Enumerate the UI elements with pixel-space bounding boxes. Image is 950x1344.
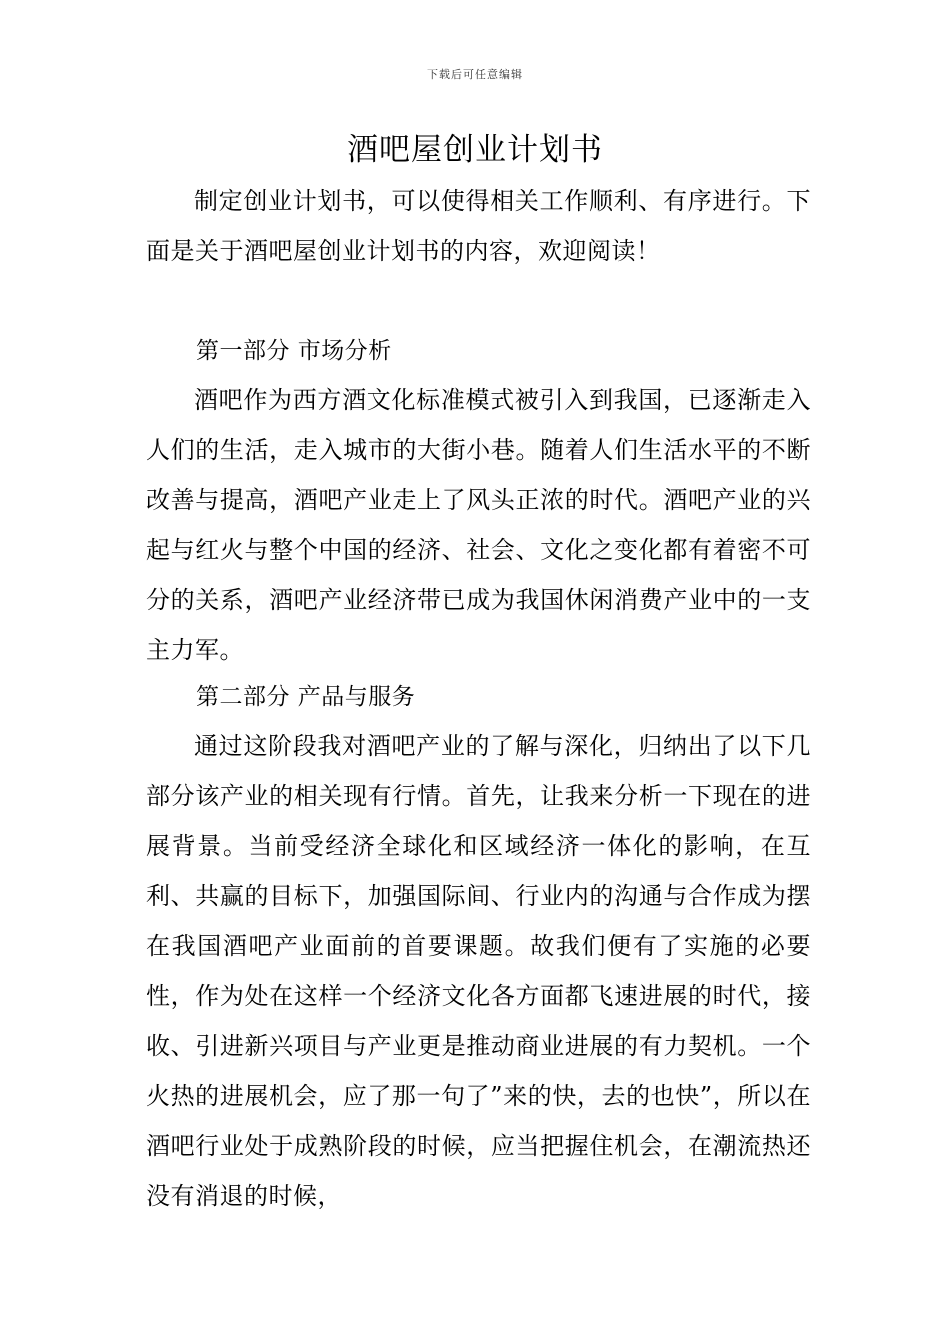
section-2-heading-block [146, 672, 811, 722]
intro-block [146, 176, 811, 276]
intro-paragraph: 制定创业计划书，可以使得相关工作顺利、有序进行。下面是关于酒吧屋创业计划书的内容，欢迎阅读！ [146, 187, 811, 265]
section-2-body [146, 721, 811, 1221]
document-title: 酒吧屋创业计划书 [347, 132, 603, 168]
section-paragraph: 酒吧作为西方酒文化标准模式被引入到我国，已逐渐走入人们的生活，走入城市的大街小巷。随着人们生活水平的不断改善与提高，酒吧产业走上了风头正浓的时代。酒吧产业的兴起与红火与整个中国的经济、社会、文化之变化都有着密不可分的关系，酒吧产业经济带已成为我国休闲消费产业中的一支主力军。 [146, 386, 811, 664]
section-heading: 第一部分 市场分析 [196, 338, 392, 364]
page-header-note: 下载后可任意编辑 [427, 68, 523, 81]
section-1-heading-block [146, 326, 811, 376]
section-1-body [146, 375, 811, 675]
section-paragraph: 通过这阶段我对酒吧产业的了解与深化，归纳出了以下几部分该产业的相关现有行情。首先，让我来分析一下现在的进展背景。当前受经济全球化和区域经济一体化的影响，在互利、共赢的目标下，加强国际间、行业内的沟通与合作成为摆在我国酒吧产业面前的首要课题。故我们便有了实施的必要性，作为处在这样一个经济文化各方面都飞速进展的时代，接收、引进新兴项目与产业更是推动商业进展的有力契机。一个火热的进展机会，应了那一句了”来的快，去的也快”，所以在酒吧行业处于成熟阶段的时候，应当把握住机会，在潮流热还没有消退的时候， [146, 732, 811, 1210]
section-heading: 第二部分 产品与服务 [196, 684, 416, 710]
